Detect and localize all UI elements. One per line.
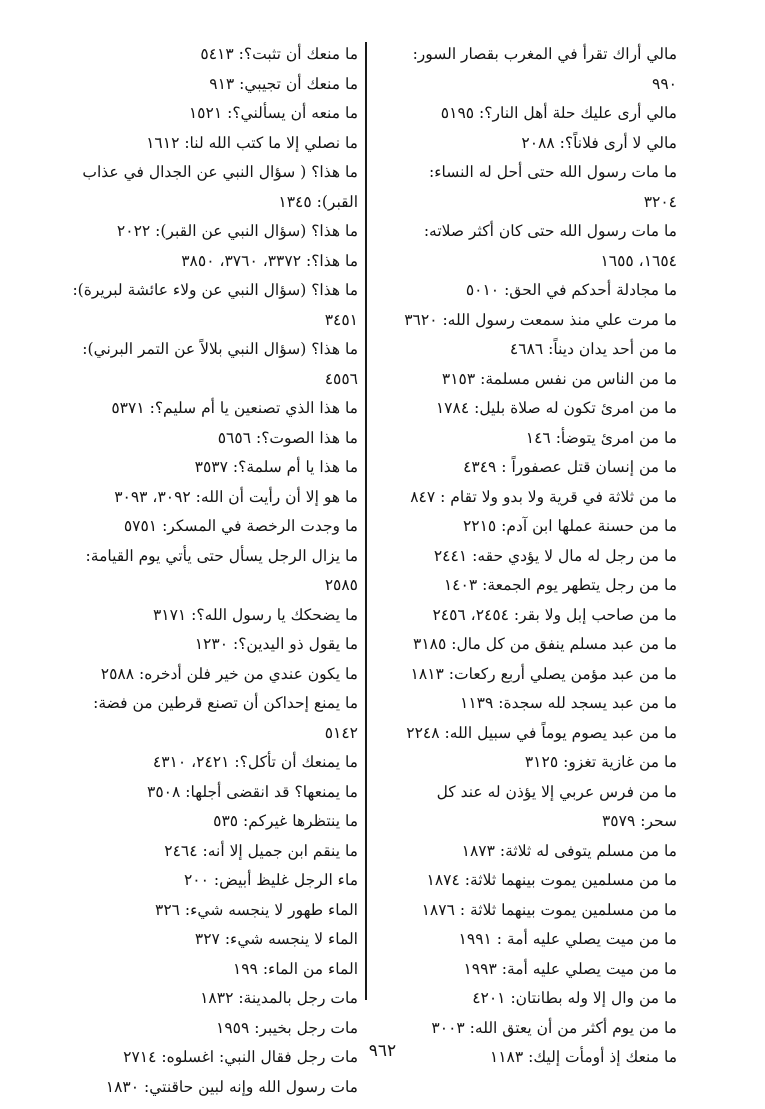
index-entry: ما من مسلمين يموت بينهما ثلاثة: ١٨٧٤ bbox=[426, 871, 677, 889]
column-divider bbox=[365, 42, 367, 1000]
index-entry: ما من عبد يصوم يوماً في سبيل الله: ٢٢٤٨ bbox=[406, 723, 677, 742]
index-entry: ما وجدت الرخصة في المسكر: ٥٧٥١ bbox=[123, 517, 358, 535]
index-entry: مالي أرى عليك حلة أهل النار؟: ٥١٩٥ bbox=[440, 104, 677, 122]
index-entry: ما من صاحب إبل ولا بقر: ٢٤٥٤، ٢٤٥٦ bbox=[432, 605, 677, 624]
index-entry: ما يقول ذو اليدين؟: ١٢٣٠ bbox=[194, 635, 358, 653]
index-entry: مات رسول الله وإنه لبين حاقنتي: ١٨٣٠ bbox=[105, 1077, 358, 1096]
index-entry: ما من مسلم يتوفى له ثلاثة: ١٨٧٣ bbox=[461, 841, 677, 860]
index-entry: ما من رجل له مال لا يؤدي حقه: ٢٤٤١ bbox=[433, 546, 677, 565]
index-entry: ما هذا؟ (سؤال النبي عن القبر): ٢٠٢٢ bbox=[116, 222, 358, 240]
index-entry: ما من إنسان قتل عصفوراً : ٤٣٤٩ bbox=[463, 458, 677, 476]
index-entry: ما هذا يا أم سلمة؟: ٣٥٣٧ bbox=[194, 458, 358, 476]
index-entry: ما يمنعك أن تأكل؟: ٢٤٢١، ٤٣١٠ bbox=[152, 753, 358, 771]
index-entry: ما هو إلا أن رأيت أن الله: ٣٠٩٢، ٣٠٩٣ bbox=[114, 487, 358, 506]
index-entry: الماء من الماء: ١٩٩ bbox=[232, 959, 358, 978]
index-entry: ما من حسنة عملها ابن آدم: ٢٢١٥ bbox=[462, 517, 677, 535]
index-entry: ما يضحكك يا رسول الله؟: ٣١٧١ bbox=[152, 605, 358, 624]
index-entry: مات رجل بخيبر: ١٩٥٩ bbox=[216, 1018, 358, 1037]
index-entry: الماء لا ينجسه شيء: ٣٢٧ bbox=[194, 930, 358, 948]
index-entry: ما من ثلاثة في قرية ولا بدو ولا تقام : ٨٤٧ bbox=[410, 487, 677, 506]
index-entry: ما من امرئ يتوضأ: ١٤٦ bbox=[525, 428, 677, 447]
index-entry: ما من فرس عربي إلا يؤذن له عند كل سحر: ٣٥٧٩ bbox=[436, 782, 677, 830]
index-entry: مات رجل فقال النبي: اغسلوه: ٢٧١٤ bbox=[123, 1048, 358, 1066]
index-entry: ما هذا؟ (سؤال النبي عن ولاء عائشة لبريرة): ٣٤٥١ bbox=[72, 281, 358, 329]
index-entry: ما مات رسول الله حتى كان أكثر صلاته: ١٦٥٤، ١٦٥٥ bbox=[423, 222, 677, 270]
index-column-left bbox=[58, 40, 358, 1102]
index-entry: ما مات رسول الله حتى أحل له النساء: ٣٢٠٤ bbox=[429, 163, 677, 211]
page-number: ٩٦٢ bbox=[368, 1041, 397, 1061]
index-entry: ما مرت علي منذ سمعت رسول الله: ٣٦٢٠ bbox=[404, 310, 677, 329]
index-entry: ما هذا الذي تصنعين يا أم سليم؟: ٥٣٧١ bbox=[111, 399, 358, 417]
index-entry: ما ينقم ابن جميل إلا أنه: ٢٤٦٤ bbox=[164, 841, 358, 860]
index-entry: ما من ميت يصلي عليه أمة : ١٩٩١ bbox=[458, 930, 677, 948]
index-entry: ما من مسلمين يموت بينهما ثلاثة : ١٨٧٦ bbox=[421, 900, 677, 919]
index-entry: ما ينتظرها غيركم: ٥٣٥ bbox=[213, 812, 358, 830]
index-entry: مالي أراك تقرأ في المغرب بقصار السور: ٩٩٠ bbox=[412, 45, 677, 93]
index-entry: ما من امرئ تكون له صلاة بليل: ١٧٨٤ bbox=[435, 399, 677, 417]
index-entry: ما منعك أن تجيبي: ٩١٣ bbox=[209, 74, 358, 93]
index-entry: ما يزال الرجل يسأل حتى يأتي يوم القيامة: ٢٥٨٥ bbox=[85, 546, 358, 594]
index-entry: الماء طهور لا ينجسه شيء: ٣٢٦ bbox=[155, 900, 358, 919]
index-entry: مات رجل بالمدينة: ١٨٣٢ bbox=[200, 989, 358, 1007]
index-entry: ما من غازية تغزو: ٣١٢٥ bbox=[524, 753, 677, 771]
index-entry: ما هذا؟ (سؤال النبي بلالاً عن التمر البرني): ٤٥٥٦ bbox=[82, 340, 358, 388]
index-entry: ما من عبد يسجد لله سجدة: ١١٣٩ bbox=[460, 694, 677, 712]
index-entry: ما مجادلة أحدكم في الحق: ٥٠١٠ bbox=[465, 281, 677, 299]
index-entry: ما هذا الصوت؟: ٥٦٥٦ bbox=[217, 428, 358, 447]
index-entry: ماء الرجل غليظ أبيض: ٢٠٠ bbox=[183, 871, 358, 889]
index-entry: ما يمنع إحداكن أن تصنع قرطين من فضة: ٥١٤٢ bbox=[93, 694, 358, 742]
index-entry: ما من ميت يصلي عليه أمة: ١٩٩٣ bbox=[463, 959, 677, 978]
index-entry: ما هذا؟ ( سؤال النبي عن الجدال في عذاب القبر): ١٣٤٥ bbox=[82, 163, 358, 211]
index-entry: ما نصلي إلا ما كتب الله لنا: ١٦١٢ bbox=[146, 133, 358, 152]
index-entry: مالي لا أرى فلاناً؟: ٢٠٨٨ bbox=[521, 133, 677, 152]
index-entry: ما منعه أن يسألني؟: ١٥٢١ bbox=[188, 104, 358, 122]
index-entry: ما من وال إلا وله بطانتان: ٤٢٠١ bbox=[472, 989, 677, 1007]
index-entry: ما منعك إذ أومأت إليك: ١١٨٣ bbox=[489, 1048, 677, 1066]
index-entry: ما من عبد مسلم ينفق من كل مال: ٣١٨٥ bbox=[413, 635, 677, 653]
index-entry: ما منعك أن تثبت؟: ٥٤١٣ bbox=[200, 45, 358, 63]
index-entry: ما من الناس من نفس مسلمة: ٣١٥٣ bbox=[441, 369, 677, 388]
index-entry: ما من رجل يتطهر يوم الجمعة: ١٤٠٣ bbox=[443, 576, 677, 594]
index-entry: ما يكون عندي من خير فلن أدخره: ٢٥٨٨ bbox=[100, 664, 358, 683]
index-entry: ما من عبد مؤمن يصلي أربع ركعات: ١٨١٣ bbox=[410, 664, 677, 683]
index-entry: ما من يوم أكثر من أن يعتق الله: ٣٠٠٣ bbox=[431, 1018, 677, 1037]
index-entry: ما يمنعها؟ قد انقضى أجلها: ٣٥٠٨ bbox=[147, 782, 358, 801]
index-column-right bbox=[401, 40, 677, 1073]
index-entry: ما هذا؟: ٣٣٧٢، ٣٧٦٠، ٣٨٥٠ bbox=[181, 251, 358, 270]
index-entry: ما من أحد يدان ديناً: ٤٦٨٦ bbox=[509, 340, 677, 358]
